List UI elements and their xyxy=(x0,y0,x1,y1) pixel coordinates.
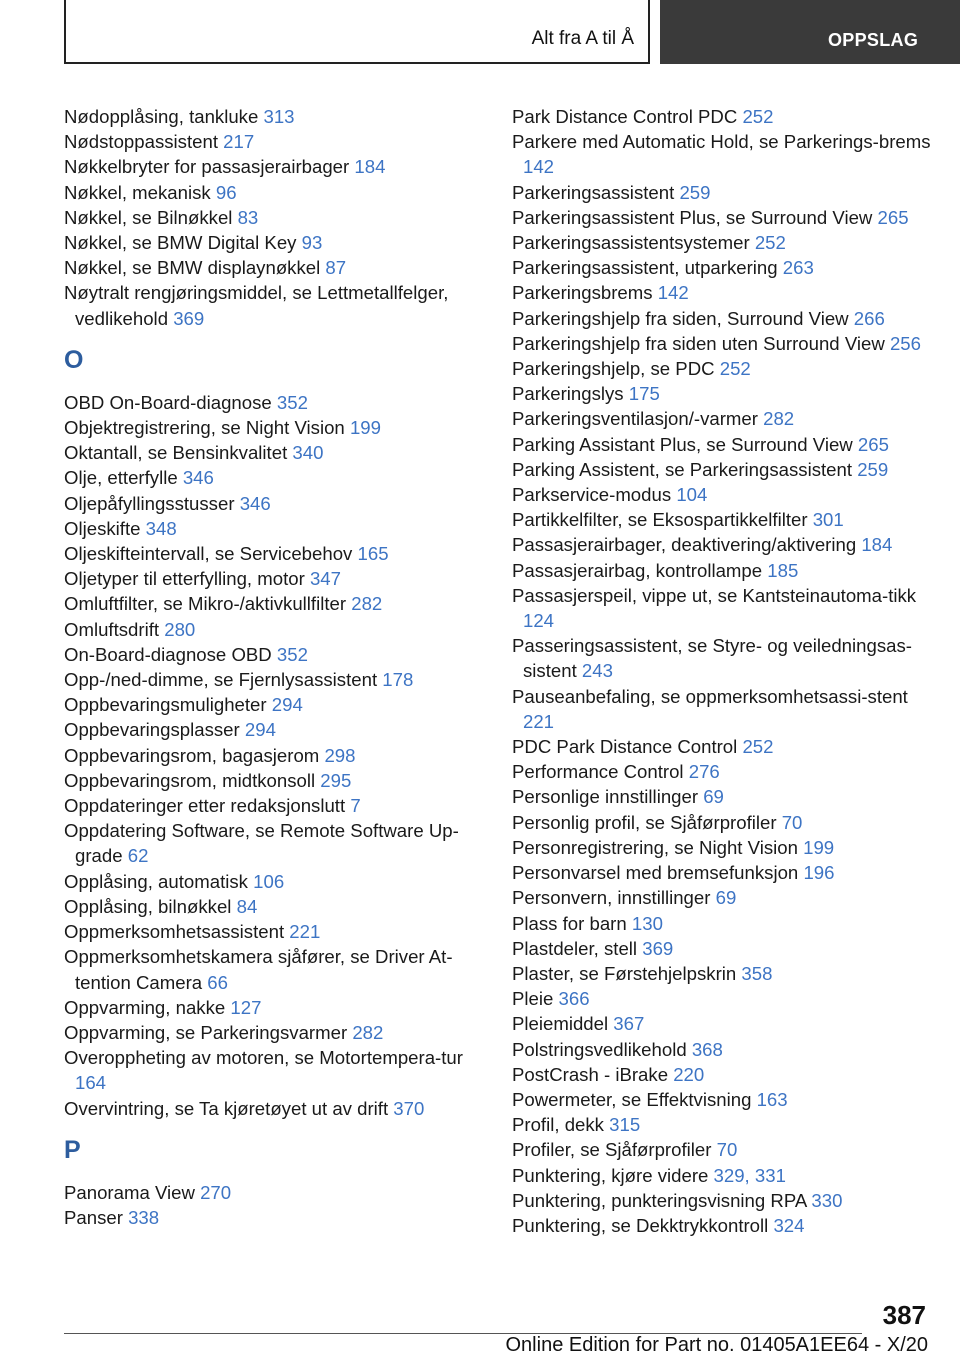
index-entry-term: Nødstoppassistent xyxy=(64,131,218,153)
index-entry-page-link[interactable]: 127 xyxy=(230,996,262,1018)
index-entry-page-link[interactable]: 69 xyxy=(715,887,737,909)
index-entry-term: Oppbevaringsrom, bagasjerom xyxy=(64,744,320,766)
index-entry-page-link[interactable]: 69 xyxy=(703,786,724,808)
index-entry-term: Opplåsing, bilnøkkel xyxy=(64,895,232,917)
index-entry xyxy=(64,516,484,541)
index-entry-term: Performance Control xyxy=(512,761,684,783)
index-entry xyxy=(512,255,932,280)
index-entry-term: Opplåsing, automatisk xyxy=(64,870,248,892)
index-entry-term: Personvarsel med bremsefunksjon xyxy=(512,862,799,884)
index-entry-term: Park Distance Control PDC xyxy=(512,106,738,127)
index-entry-term: Personlige innstillinger xyxy=(512,786,699,808)
index-entry-page-link[interactable]: 93 xyxy=(301,232,323,254)
index-entry xyxy=(64,818,484,868)
index-entry-term: Omluftfilter, se Mikro-/aktivkullfilter xyxy=(64,593,347,615)
index-entry xyxy=(512,1112,932,1137)
index-entry-page-link[interactable]: 243 xyxy=(581,660,613,682)
index-entry-page-link[interactable]: 369 xyxy=(173,307,205,329)
index-entry-term: Parkeringsassistentsystemer xyxy=(512,232,750,254)
section-letter-heading: O xyxy=(64,345,84,374)
index-entry xyxy=(512,205,932,230)
index-entry xyxy=(64,1020,484,1045)
index-entry-term: Punktering, punkteringsvisning RPA xyxy=(512,1189,807,1211)
index-entry-page-link[interactable]: 217 xyxy=(223,131,255,153)
index-entry-page-link[interactable]: 367 xyxy=(613,1013,645,1035)
index-entry xyxy=(512,1163,932,1188)
index-entry-page-link[interactable]: 358 xyxy=(741,962,773,984)
index-entry xyxy=(64,465,484,490)
index-entry-page-link[interactable]: 106 xyxy=(253,870,285,892)
index-entry-page-link[interactable]: 196 xyxy=(803,862,835,884)
section-title: Alt fra A til Å xyxy=(531,28,634,49)
index-entry xyxy=(512,1011,932,1036)
index-entry-term: Oppdateringer etter redaksjonslutt xyxy=(64,795,346,817)
index-entry-term: Oktantall, se Bensinkvalitet xyxy=(64,442,288,464)
index-entry xyxy=(64,566,484,591)
index-entry xyxy=(512,860,932,885)
index-entry-term: Oppmerksomhetskamera sjåfører, se Driver At-tention Camera xyxy=(64,946,453,993)
index-entry-page-link[interactable]: 282 xyxy=(352,1021,384,1043)
header-chapter-tab xyxy=(660,0,960,64)
index-entry xyxy=(64,154,484,179)
index-entry-page-link[interactable]: 124 xyxy=(523,610,555,632)
index-entry-term: Oppmerksomhetsassistent xyxy=(64,921,285,943)
index-entry-term: Partikkelfilter, se Eksospartikkelfilter xyxy=(512,509,808,531)
index-entry-page-link[interactable]: 256 xyxy=(889,332,921,354)
index-entry-page-link[interactable]: 282 xyxy=(351,593,383,615)
index-entry-page-link[interactable]: 165 xyxy=(357,543,389,565)
index-entry-term: Oppvarming, se Parkeringsvarmer xyxy=(64,1021,348,1043)
index-entry-term: Olje, etterfylle xyxy=(64,467,178,489)
index-entry xyxy=(64,944,484,994)
index-entry-term: Objektregistrering, se Night Vision xyxy=(64,417,345,439)
index-entry-term: Omluftsdrift xyxy=(64,618,160,640)
index-entry-page-link[interactable]: 7 xyxy=(350,795,361,817)
index-entry-term: Parkeringshjelp, se PDC xyxy=(512,358,715,380)
index-entry-term: Oppbevaringsplasser xyxy=(64,719,240,741)
index-entry-term: Polstringsvedlikehold xyxy=(512,1038,687,1060)
index-entry-page-link[interactable]: 142 xyxy=(657,282,689,304)
index-entry-term: Oljetyper til etterfylling, motor xyxy=(64,568,305,590)
index-entry-page-link[interactable]: 348 xyxy=(145,517,177,539)
index-entry-term: Nøkkelbryter for passasjerairbager xyxy=(64,156,350,178)
index-entry-page-link[interactable]: 84 xyxy=(236,895,258,917)
index-entry xyxy=(64,667,484,692)
index-entry-term: Parkservice-modus xyxy=(512,484,672,506)
index-entry-page-link[interactable]: 175 xyxy=(628,383,660,405)
index-entry xyxy=(64,894,484,919)
index-entry-page-link[interactable]: 62 xyxy=(127,845,149,867)
index-entry-page-link[interactable]: 298 xyxy=(324,744,356,766)
index-entry-term: PostCrash - iBrake xyxy=(512,1063,669,1085)
index-entry-term: Passasjerairbager, deaktivering/aktivering xyxy=(512,534,857,556)
index-entry xyxy=(512,532,932,557)
index-entry xyxy=(512,356,932,381)
index-entry-page-link[interactable]: 83 xyxy=(237,206,259,228)
index-entry xyxy=(512,129,932,179)
index-entry-term: Passeringsassistent, se Styre- og veiledningsas-sistent xyxy=(512,635,912,682)
index-entry-page-link[interactable]: 96 xyxy=(215,181,237,203)
index-entry xyxy=(64,104,484,129)
index-entry-term: Profiler, se Sjåførprofiler xyxy=(512,1139,712,1161)
index-entry-page-link[interactable]: 329, 331 xyxy=(713,1164,786,1186)
index-entry xyxy=(512,961,932,986)
index-entry-term: Pleiemiddel xyxy=(512,1013,609,1035)
index-entry xyxy=(512,406,932,431)
index-entry xyxy=(64,390,484,415)
index-entry-page-link[interactable]: 184 xyxy=(861,534,893,556)
index-entry-term: On-Board-diagnose OBD xyxy=(64,643,272,665)
index-entry-page-link[interactable]: 184 xyxy=(354,156,386,178)
index-entry-page-link[interactable]: 164 xyxy=(75,1072,107,1094)
index-entry-term: Plastdeler, stell xyxy=(512,937,638,959)
index-entry-page-link[interactable]: 142 xyxy=(523,156,555,178)
index-entry-term: Pauseanbefaling, se oppmerksomhetsassi-stent xyxy=(512,685,908,707)
index-entry-page-link[interactable]: 366 xyxy=(558,988,590,1010)
index-entry xyxy=(512,306,932,331)
index-entry-page-link[interactable]: 294 xyxy=(271,694,303,716)
index-entry-page-link[interactable]: 252 xyxy=(719,358,751,380)
index-entry-page-link[interactable]: 252 xyxy=(742,106,774,127)
index-entry-page-link[interactable]: 347 xyxy=(309,568,341,590)
index-entry-term: Personlig profil, se Sjåførprofiler xyxy=(512,811,777,833)
index-entry xyxy=(512,1137,932,1162)
index-entry-page-link[interactable]: 330 xyxy=(811,1189,843,1211)
index-entry-term: Parkeringsventilasjon/-varmer xyxy=(512,408,758,430)
index-entry xyxy=(64,1045,484,1095)
index-entry-page-link[interactable]: 324 xyxy=(773,1214,805,1236)
index-entry-page-link[interactable]: 252 xyxy=(742,736,774,758)
index-entry xyxy=(64,205,484,230)
index-entry xyxy=(64,743,484,768)
chapter-title: OPPSLAG xyxy=(828,30,919,50)
index-entry xyxy=(512,280,932,305)
index-entry-term: Punktering, kjøre videre xyxy=(512,1164,709,1186)
index-entry xyxy=(64,995,484,1020)
index-entry-term: Profil, dekk xyxy=(512,1114,604,1136)
index-entry-page-link[interactable]: 369 xyxy=(642,937,674,959)
index-entry xyxy=(512,104,932,129)
index-entry xyxy=(64,768,484,793)
index-entry xyxy=(64,230,484,255)
index-entry xyxy=(64,280,484,330)
index-entry-term: Plass for barn xyxy=(512,912,627,934)
index-entry-term: PDC Park Distance Control xyxy=(512,736,738,758)
index-entry-term: Pleie xyxy=(512,988,554,1010)
index-entry xyxy=(512,1213,932,1238)
index-entry-page-link[interactable]: 163 xyxy=(756,1088,788,1110)
index-entry-term: Powermeter, se Effektvisning xyxy=(512,1088,752,1110)
index-entry-term: Parkeringshjelp fra siden uten Surround View xyxy=(512,332,885,354)
index-entry-term: Parkeringsassistent Plus, se Surround View xyxy=(512,206,873,228)
index-entry-term: Oljeskifteintervall, se Servicebehov xyxy=(64,543,353,565)
index-entry-term: Parkeringsassistent xyxy=(512,181,675,203)
index-entry xyxy=(512,482,932,507)
index-entry xyxy=(64,1180,484,1205)
index-entry xyxy=(64,255,484,280)
index-entry-term: Nøkkel, se Bilnøkkel xyxy=(64,206,233,228)
index-entry-page-link[interactable]: 221 xyxy=(289,921,321,943)
index-entry-page-link[interactable]: 70 xyxy=(781,811,803,833)
index-entry-page-link[interactable]: 87 xyxy=(325,257,347,279)
index-entry-term: Overoppheting av motoren, se Motortempera-tur xyxy=(64,1047,463,1069)
index-entry-term: Overvintring, se Ta kjøretøyet ut av drift xyxy=(64,1097,389,1119)
index-entry-page-link[interactable]: 130 xyxy=(631,912,663,934)
index-entry xyxy=(512,180,932,205)
index-entry xyxy=(512,507,932,532)
index-entry xyxy=(64,415,484,440)
page-number: 387 xyxy=(882,1300,926,1330)
index-entry xyxy=(512,583,932,633)
index-entry-page-link[interactable]: 315 xyxy=(609,1114,641,1136)
index-entry-page-link[interactable]: 178 xyxy=(382,669,414,691)
header-section-tab xyxy=(64,0,650,64)
footer-edition-text: Online Edition for Part no. 01405A1EE64 - X/20 xyxy=(505,1334,928,1356)
index-entry-page-link[interactable]: 295 xyxy=(320,769,352,791)
index-entry-page-link[interactable]: 294 xyxy=(244,719,276,741)
index-entry xyxy=(512,381,932,406)
index-entry-term: Panorama View xyxy=(64,1181,195,1203)
index-entry-term: Plaster, se Førstehjelpskrin xyxy=(512,962,737,984)
index-entry xyxy=(512,432,932,457)
index-entry xyxy=(512,684,932,734)
index-entry xyxy=(512,986,932,1011)
index-entry xyxy=(64,440,484,465)
index-entry-term: Oppbevaringsmuligheter xyxy=(64,694,267,716)
index-entry xyxy=(64,1205,484,1230)
index-entry-term: Personvern, innstillinger xyxy=(512,887,711,909)
index-entry xyxy=(512,885,932,910)
index-entry xyxy=(512,331,932,356)
index-entry xyxy=(64,793,484,818)
index-entry-term: Oppbevaringsrom, midtkonsoll xyxy=(64,769,316,791)
index-entry-term: Oppdatering Software, se Remote Software Up-grade xyxy=(64,820,459,867)
index-entry-term: Parkere med Automatic Hold, se Parkerings-brems xyxy=(512,131,931,153)
index-entry-page-link[interactable]: 313 xyxy=(263,106,295,127)
index-entry-page-link[interactable]: 199 xyxy=(803,836,835,858)
index-entry xyxy=(512,457,932,482)
index-entry xyxy=(512,835,932,860)
section-letter-heading: P xyxy=(64,1135,81,1164)
index-entry-page-link[interactable]: 276 xyxy=(688,761,720,783)
index-entry xyxy=(512,784,932,809)
index-entry-page-link[interactable]: 301 xyxy=(812,509,844,531)
index-entry-term: Parkeringsbrems xyxy=(512,282,653,304)
index-entry-term: OBD On-Board-diagnose xyxy=(64,391,272,413)
index-entry xyxy=(64,591,484,616)
index-entry-term: Nøkkel, se BMW Digital Key xyxy=(64,232,297,254)
index-entry-term: Nøkkel, se BMW displaynøkkel xyxy=(64,257,321,279)
index-entry-page-link[interactable]: 66 xyxy=(207,971,228,993)
index-entry-page-link[interactable]: 70 xyxy=(716,1139,738,1161)
index-entry xyxy=(512,633,932,683)
index-entry-page-link[interactable]: 259 xyxy=(857,458,889,480)
index-entry-page-link[interactable]: 270 xyxy=(200,1181,232,1203)
index-entry-term: Parking Assistant Plus, se Surround View xyxy=(512,433,853,455)
index-entry-page-link[interactable]: 220 xyxy=(673,1063,705,1085)
index-entry xyxy=(64,919,484,944)
index-entry xyxy=(512,936,932,961)
index-column-left xyxy=(64,104,484,1230)
index-entry xyxy=(64,717,484,742)
index-entry-term: Oljepåfyllingsstusser xyxy=(64,492,235,514)
index-entry-term: Oljeskifte xyxy=(64,517,141,539)
index-entry-page-link[interactable]: 265 xyxy=(877,206,909,228)
index-entry-page-link[interactable]: 259 xyxy=(679,181,711,203)
index-entry-page-link[interactable]: 370 xyxy=(393,1097,425,1119)
index-entry-page-link[interactable]: 352 xyxy=(276,391,308,413)
index-entry xyxy=(64,642,484,667)
index-entry xyxy=(512,558,932,583)
index-entry-term: Parkeringslys xyxy=(512,383,624,405)
index-entry xyxy=(512,1087,932,1112)
index-column-right xyxy=(512,104,932,1238)
index-entry-page-link[interactable]: 104 xyxy=(676,484,708,506)
index-entry xyxy=(512,230,932,255)
index-entry-page-link[interactable]: 338 xyxy=(128,1206,160,1228)
index-entry xyxy=(64,491,484,516)
index-entry-page-link[interactable]: 252 xyxy=(754,232,786,254)
index-entry-term: Parkeringshjelp fra siden, Surround View xyxy=(512,307,849,329)
index-entry-term: Panser xyxy=(64,1206,123,1228)
index-entry xyxy=(64,1096,484,1121)
index-entry xyxy=(64,129,484,154)
index-entry xyxy=(512,759,932,784)
index-entry xyxy=(64,180,484,205)
index-entry-term: Oppvarming, nakke xyxy=(64,996,226,1018)
index-entry xyxy=(512,1037,932,1062)
index-entry-term: Parkeringsassistent, utparkering xyxy=(512,257,778,279)
index-entry-page-link[interactable]: 265 xyxy=(857,433,889,455)
index-entry-page-link[interactable]: 346 xyxy=(182,467,214,489)
index-entry xyxy=(64,692,484,717)
index-entry xyxy=(512,1062,932,1087)
index-entry xyxy=(64,541,484,566)
index-entry-term: Nøytralt rengjøringsmiddel, se Lettmetallfelger, vedlikehold xyxy=(64,282,449,329)
index-entry-page-link[interactable]: 280 xyxy=(164,618,196,640)
index-entry xyxy=(512,734,932,759)
index-entry-term: Punktering, se Dekktrykkontroll xyxy=(512,1214,769,1236)
index-entry-page-link[interactable]: 368 xyxy=(691,1038,723,1060)
index-entry-page-link[interactable]: 352 xyxy=(276,643,308,665)
index-entry-page-link[interactable]: 346 xyxy=(239,492,271,514)
index-entry-page-link[interactable]: 221 xyxy=(523,710,555,732)
index-entry-term: Nøkkel, mekanisk xyxy=(64,181,211,203)
index-entry-page-link[interactable]: 340 xyxy=(292,442,324,464)
index-entry-page-link[interactable]: 199 xyxy=(349,417,381,439)
index-entry-page-link[interactable]: 282 xyxy=(763,408,795,430)
index-entry xyxy=(64,869,484,894)
index-entry-term: Opp-/ned-dimme, se Fjernlysassistent xyxy=(64,669,378,691)
index-entry xyxy=(64,617,484,642)
index-entry xyxy=(512,911,932,936)
index-entry-term: Personregistrering, se Night Vision xyxy=(512,836,798,858)
index-entry-term: Parking Assistent, se Parkeringsassistent xyxy=(512,458,853,480)
index-entry-page-link[interactable]: 185 xyxy=(767,559,799,581)
index-entry xyxy=(512,810,932,835)
index-entry-term: Nødopplåsing, tankluke xyxy=(64,106,259,127)
index-entry-term: Passasjerspeil, vippe ut, se Kantsteinautoma-tikk xyxy=(512,584,917,606)
index-entry xyxy=(512,1188,932,1213)
index-entry-page-link[interactable]: 263 xyxy=(782,257,814,279)
index-entry-page-link[interactable]: 266 xyxy=(853,307,885,329)
index-entry-term: Passasjerairbag, kontrollampe xyxy=(512,559,763,581)
